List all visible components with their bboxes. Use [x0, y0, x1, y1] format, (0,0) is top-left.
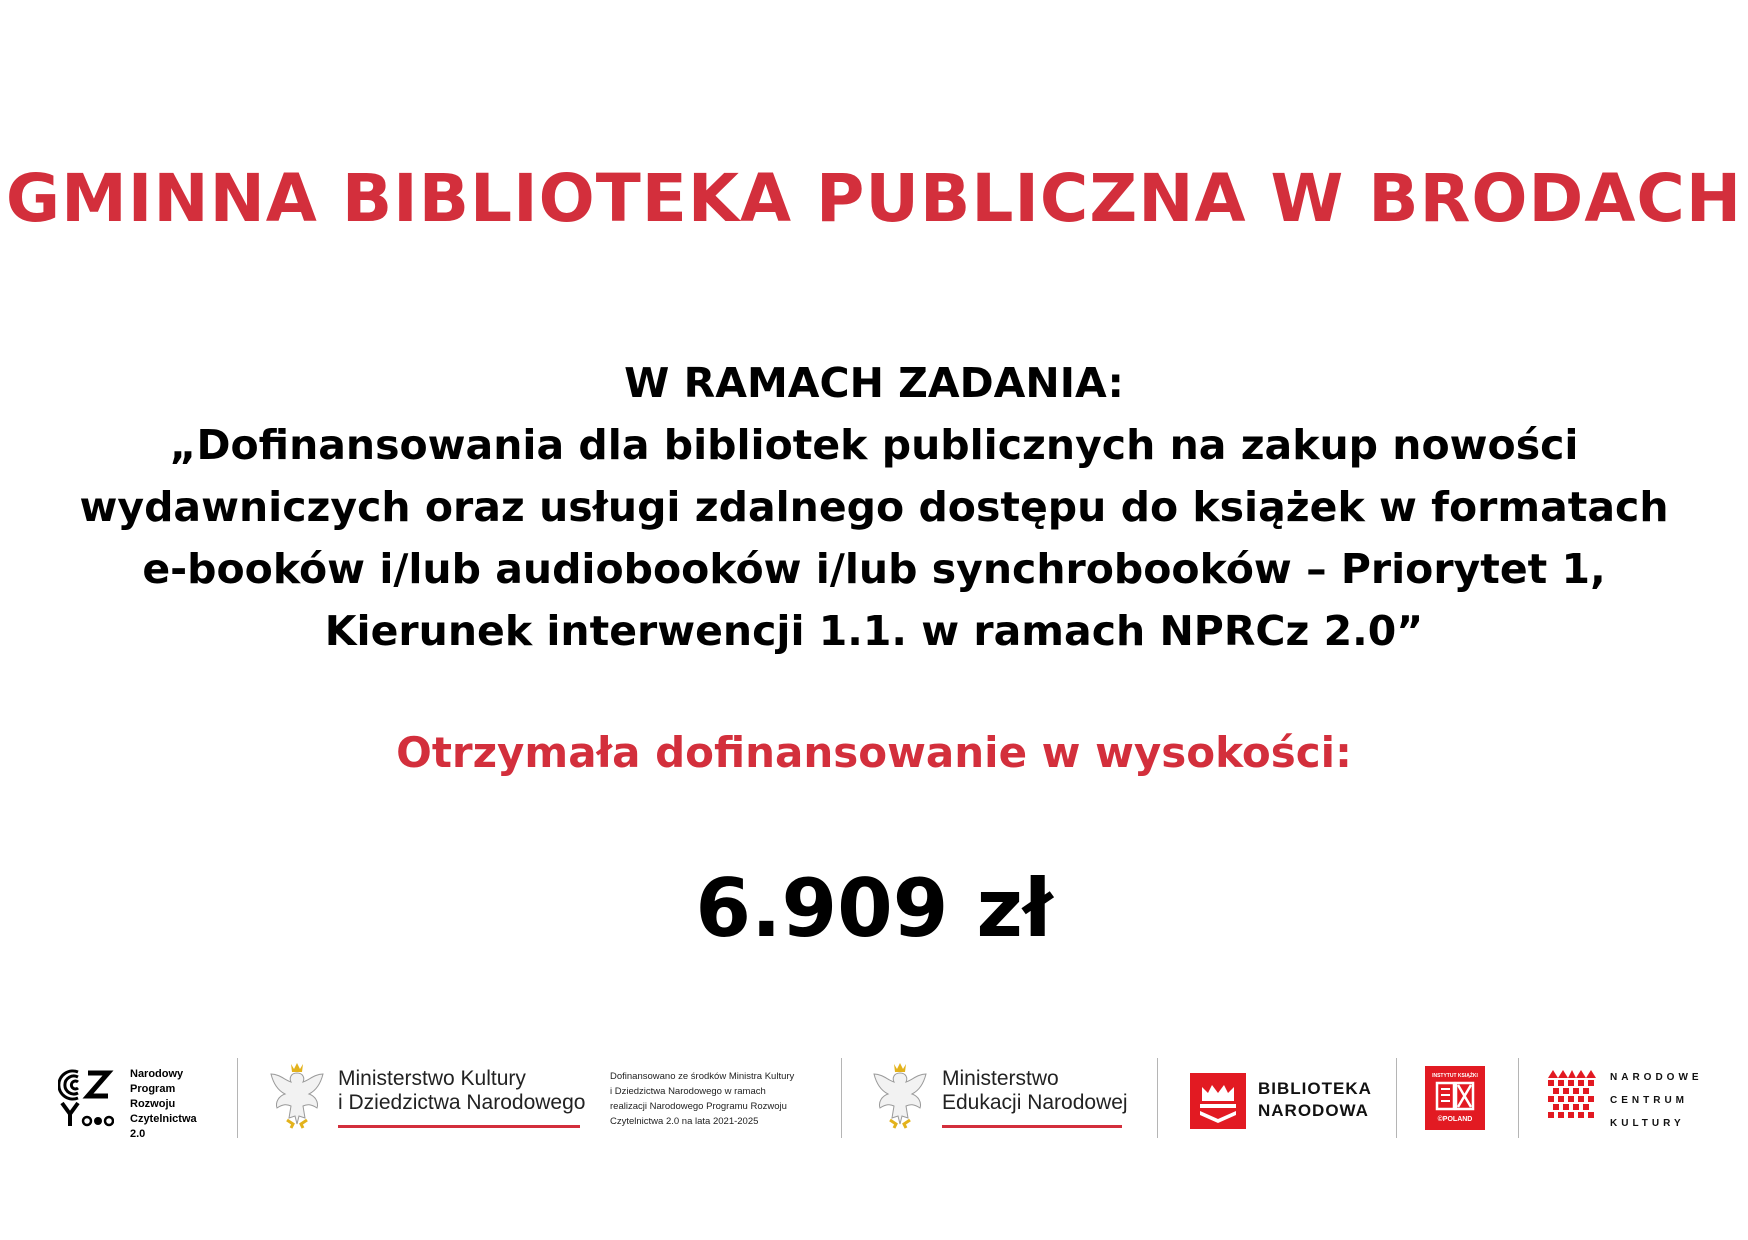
logo-divider [841, 1058, 842, 1138]
mkidn-red-line [338, 1125, 580, 1128]
logo-divider [1396, 1058, 1397, 1138]
logo-divider [237, 1058, 238, 1138]
funding-amount: 6.909 zł [695, 862, 1053, 955]
mkidn-logo-text: Ministerstwo Kultury i Dziedzictwa Narodowego [338, 1067, 586, 1114]
task-line: Kierunek interwencji 1.1. w ramach NPRCz 2.0” [324, 607, 1424, 655]
men-red-line [942, 1125, 1122, 1128]
nprcz-logo-text: Narodowy Program Rozwoju Czytelnictwa 2.0 [130, 1068, 197, 1140]
task-line: wydawniczych oraz usługi zdalnego dostępu do książek w formatach [79, 483, 1669, 531]
narodowe-centrum-kultury-logo-text: NARODOWE CENTRUM KULTURY [1610, 1072, 1703, 1129]
svg-text:©POLAND: ©POLAND [1437, 1116, 1473, 1123]
eagle-emblem-icon [265, 1060, 329, 1132]
page-title: GMINNA BIBLIOTEKA PUBLICZNA W BRODACH [5, 160, 1743, 237]
funding-label: Otrzymała dofinansowanie w wysokości: [396, 728, 1352, 777]
task-description [20, 352, 1728, 662]
task-line: „Dofinansowania dla bibliotek publicznych na zakup nowości [169, 421, 1579, 469]
biblioteka-narodowa-logo-text: BIBLIOTEKA NARODOWA [1258, 1079, 1372, 1120]
task-heading: W RAMACH ZADANIA: [624, 359, 1124, 407]
eagle-emblem-icon [868, 1060, 932, 1132]
funding-note: Dofinansowano ze środków Ministra Kultury i Dziedzictwa Narodowego w ramach realizacji Narodowego Programu Rozwoju Czytelnictwa 2.0 na lata 2021-2025 [610, 1071, 795, 1127]
men-logo-text: Ministerstwo Edukacji Narodowej [942, 1067, 1128, 1114]
task-line: e-booków i/lub audiobooków i/lub synchrobooków – Priorytet 1, [142, 545, 1606, 593]
instytut-ksiazki-logo-icon [1425, 1066, 1485, 1130]
biblioteka-narodowa-logo-icon [1190, 1073, 1246, 1129]
svg-text:INSTYTUT KSIĄŻKI: INSTYTUT KSIĄŻKI [1432, 1073, 1478, 1079]
logo-divider [1157, 1058, 1158, 1138]
nprcz-logo-icon [58, 1068, 114, 1128]
logo-divider [1518, 1058, 1519, 1138]
narodowe-centrum-kultury-logo-icon [1546, 1068, 1598, 1124]
